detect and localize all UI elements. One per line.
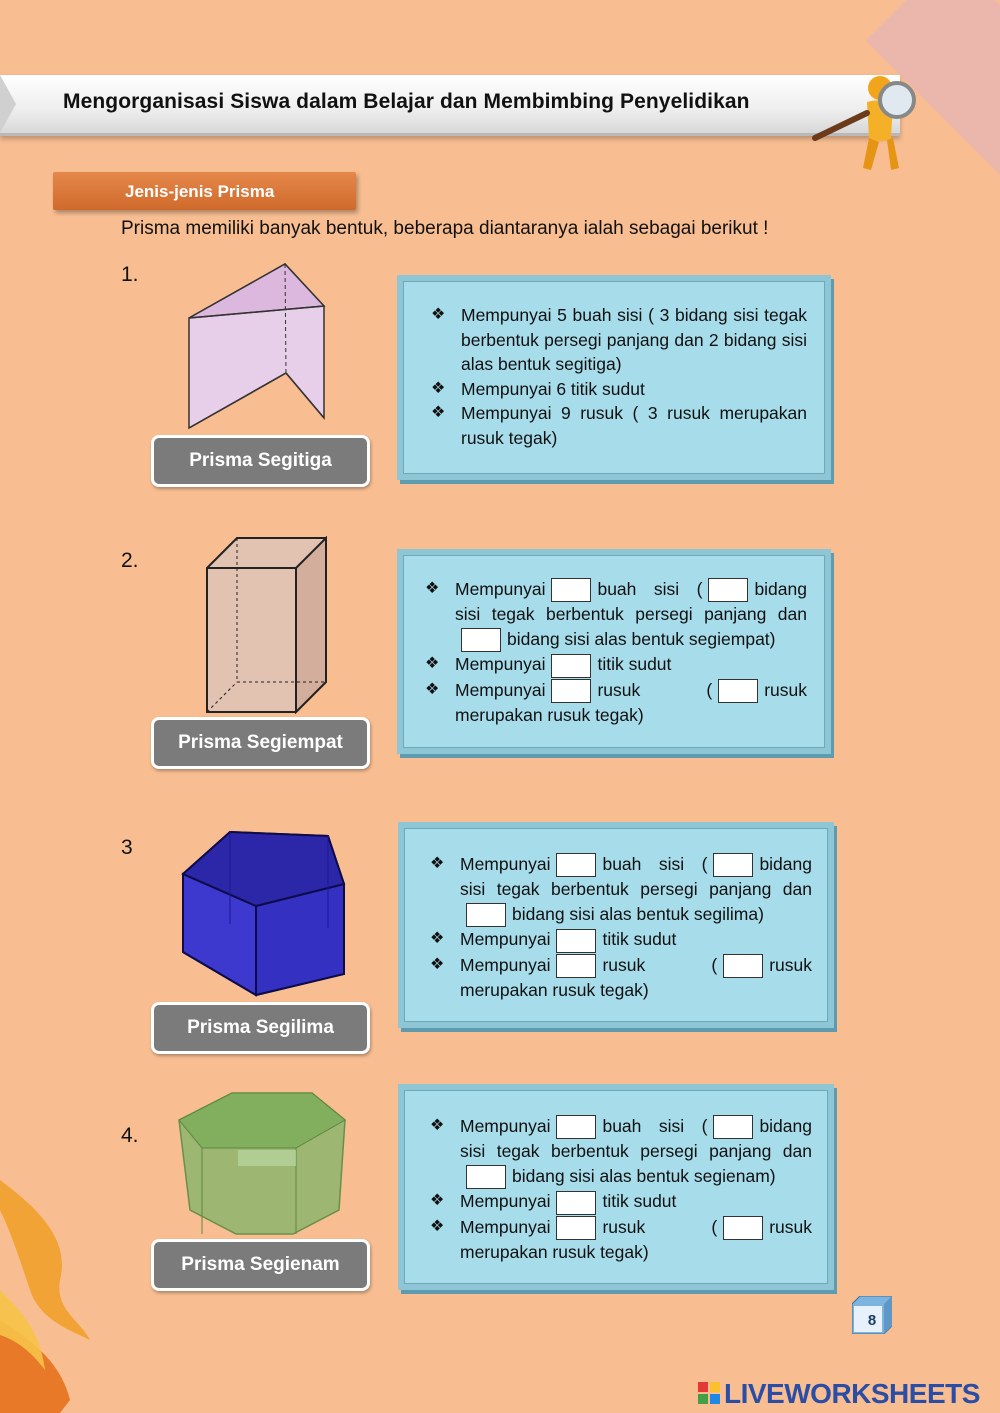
answer-blank[interactable] — [708, 578, 748, 602]
answer-blank[interactable] — [461, 628, 501, 652]
section-tab — [53, 172, 356, 210]
answer-blank[interactable] — [551, 654, 591, 678]
diamond-bullet-icon: ❖ — [430, 1217, 445, 1235]
liveworksheets-logo-icon — [698, 1382, 720, 1404]
page-number: 8 — [867, 1312, 877, 1329]
shape-label: Prisma Segiempat — [151, 717, 370, 769]
bullet-item: ❖ Mempunyai buah sisi ( bidang sisi tegak berbentuk persegi panjang danbidang sisi alas bentuk segilima) — [430, 852, 812, 927]
answer-blank[interactable] — [723, 954, 763, 978]
bullet-item: ❖ Mempunyai titik sudut — [425, 652, 807, 677]
bullet-item: ❖ Mempunyai titik sudut — [430, 927, 812, 952]
answer-blank[interactable] — [556, 1216, 596, 1240]
answer-blank[interactable] — [713, 853, 753, 877]
hexagonal-prism-icon — [176, 1090, 348, 1238]
diamond-bullet-icon: ❖ — [425, 580, 440, 597]
item-number: 1. — [121, 263, 139, 286]
answer-blank[interactable] — [556, 1191, 596, 1215]
magnifier-figure-icon — [805, 68, 925, 178]
answer-blank[interactable] — [556, 1115, 596, 1139]
info-box — [397, 275, 831, 480]
bullet-item: ❖ Mempunyai rusuk ( rusuk merupakan rusuk tegak) — [430, 1216, 812, 1262]
answer-blank[interactable] — [466, 903, 506, 927]
diamond-bullet-icon: ❖ — [430, 1117, 445, 1134]
flame-decoration-icon — [0, 1170, 110, 1413]
item-number: 3 — [121, 836, 133, 859]
intro-text: Prisma memiliki banyak bentuk, beberapa diantaranya ialah sebagai berikut ! — [121, 218, 769, 239]
triangular-prism-icon — [185, 258, 330, 433]
answer-blank[interactable] — [551, 679, 591, 703]
diamond-bullet-icon: ❖ — [431, 404, 446, 421]
answer-blank[interactable] — [551, 578, 591, 602]
section-tab-label: Jenis-jenis Prisma — [125, 182, 275, 201]
answer-blank[interactable] — [723, 1216, 763, 1240]
bullet-item: ❖ Mempunyai 5 buah sisi ( 3 bidang sisi tegak berbentuk persegi panjang dan 2 bidang sisi alas bentuk segitiga) — [431, 305, 807, 374]
bullet-item: ❖ Mempunyai titik sudut — [430, 1189, 812, 1214]
bullet-item: ❖ Mempunyai buah sisi ( bidang sisi tegak berbentuk persegi panjang danbidang sisi alas bentuk segienam) — [430, 1114, 812, 1189]
bullet-item: ❖ Mempunyai rusuk ( rusuk merupakan rusuk tegak) — [430, 954, 812, 1000]
diamond-bullet-icon: ❖ — [431, 306, 446, 323]
page-title: Mengorganisasi Siswa dalam Belajar dan Membimbing Penyelidikan — [63, 90, 750, 113]
answer-blank[interactable] — [556, 954, 596, 978]
shape-label: Prisma Segilima — [151, 1002, 370, 1054]
diamond-bullet-icon: ❖ — [430, 855, 445, 872]
bullet-item: ❖ Mempunyai buah sisi ( bidang sisi tegak berbentuk persegi panjang danbidang sisi alas bentuk segiempat) — [425, 577, 807, 652]
header-arrow — [0, 75, 16, 133]
answer-blank[interactable] — [556, 853, 596, 877]
rectangular-prism-icon — [205, 536, 329, 714]
shape-label: Prisma Segitiga — [151, 435, 370, 487]
diamond-bullet-icon: ❖ — [430, 1192, 445, 1210]
answer-blank[interactable] — [713, 1115, 753, 1139]
answer-blank[interactable] — [556, 929, 596, 953]
bullet-item: ❖ Mempunyai rusuk ( rusuk merupakan rusuk tegak) — [425, 679, 807, 725]
pentagonal-prism-icon — [180, 828, 348, 998]
diamond-bullet-icon: ❖ — [430, 930, 445, 948]
info-box — [397, 549, 831, 754]
answer-blank[interactable] — [718, 679, 758, 703]
diamond-bullet-icon: ❖ — [430, 955, 445, 973]
diamond-bullet-icon: ❖ — [425, 655, 440, 673]
info-box — [398, 822, 834, 1028]
answer-blank[interactable] — [466, 1165, 506, 1189]
info-box — [398, 1084, 834, 1290]
diamond-bullet-icon: ❖ — [425, 680, 440, 698]
brand-name: LIVEWORKSHEETS — [724, 1378, 980, 1409]
item-number: 4. — [121, 1124, 139, 1147]
bullet-item: ❖ Mempunyai 9 rusuk ( 3 rusuk merupakan rusuk tegak) — [431, 403, 807, 448]
diamond-bullet-icon: ❖ — [431, 379, 446, 397]
bullet-item: ❖ Mempunyai 6 titik sudut — [431, 377, 807, 402]
item-number: 2. — [121, 549, 139, 572]
shape-label: Prisma Segienam — [151, 1239, 370, 1291]
